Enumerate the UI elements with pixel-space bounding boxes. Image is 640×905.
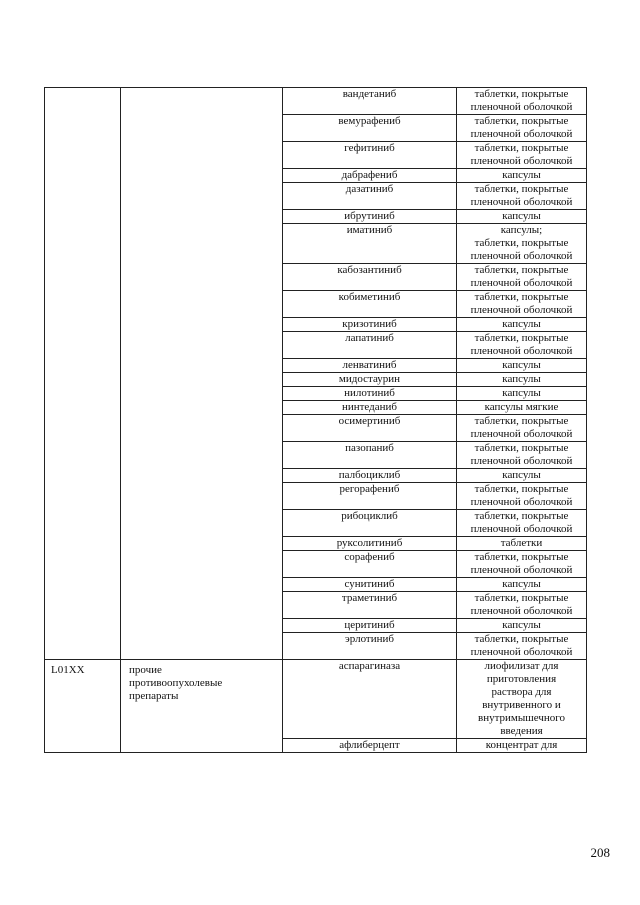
dosage-form: таблетки, покрытые пленочной оболочкой (457, 415, 587, 442)
group-name: прочие противоопухолевые препараты (121, 660, 283, 753)
dosage-form: таблетки, покрытые пленочной оболочкой (457, 183, 587, 210)
table-row (45, 660, 587, 739)
drug-name: дазатиниб (283, 183, 457, 210)
drug-name: рибоциклиб (283, 510, 457, 537)
dosage-form: капсулы (457, 210, 587, 224)
dosage-form: таблетки, покрытые пленочной оболочкой (457, 592, 587, 619)
dosage-form: капсулы (457, 169, 587, 183)
drug-name: дабрафениб (283, 169, 457, 183)
dosage-form: таблетки, покрытые пленочной оболочкой (457, 633, 587, 660)
drug-table-body (45, 88, 587, 753)
dosage-form: капсулы; таблетки, покрытые пленочной оболочкой (457, 224, 587, 264)
drug-name: руксолитиниб (283, 537, 457, 551)
drug-name: гефитиниб (283, 142, 457, 169)
drug-name: регорафениб (283, 483, 457, 510)
drug-name: лапатиниб (283, 332, 457, 359)
drug-name: вандетаниб (283, 88, 457, 115)
drug-name: эрлотиниб (283, 633, 457, 660)
dosage-form: капсулы (457, 387, 587, 401)
drug-name: кризотиниб (283, 318, 457, 332)
drug-name: вемурафениб (283, 115, 457, 142)
dosage-form: таблетки, покрытые пленочной оболочкой (457, 142, 587, 169)
atc-code: L01XX (45, 660, 121, 753)
dosage-form: лиофилизат для приготовления раствора для внутривенного и внутримышечного введения (457, 660, 587, 739)
dosage-form: капсулы мягкие (457, 401, 587, 415)
dosage-form: капсулы (457, 619, 587, 633)
dosage-form: таблетки, покрытые пленочной оболочкой (457, 332, 587, 359)
drug-name: сунитиниб (283, 578, 457, 592)
drug-name: церитиниб (283, 619, 457, 633)
drug-name: палбоциклиб (283, 469, 457, 483)
dosage-form: концентрат для (457, 739, 587, 753)
drug-name: мидостаурин (283, 373, 457, 387)
dosage-form: таблетки, покрытые пленочной оболочкой (457, 115, 587, 142)
drug-name: ленватиниб (283, 359, 457, 373)
dosage-form: таблетки, покрытые пленочной оболочкой (457, 551, 587, 578)
drug-name: нинтеданиб (283, 401, 457, 415)
dosage-form: таблетки, покрытые пленочной оболочкой (457, 264, 587, 291)
dosage-form: таблетки, покрытые пленочной оболочкой (457, 510, 587, 537)
dosage-form: таблетки (457, 537, 587, 551)
dosage-form: капсулы (457, 318, 587, 332)
drug-name: осимертиниб (283, 415, 457, 442)
group-name-cell-empty (121, 88, 283, 660)
dosage-form: таблетки, покрытые пленочной оболочкой (457, 483, 587, 510)
dosage-form: капсулы (457, 373, 587, 387)
drug-name: нилотиниб (283, 387, 457, 401)
drug-name: траметиниб (283, 592, 457, 619)
dosage-form: капсулы (457, 469, 587, 483)
drug-name: ибрутиниб (283, 210, 457, 224)
drug-name: афлиберцепт (283, 739, 457, 753)
drug-name: иматиниб (283, 224, 457, 264)
drug-name: кабозантиниб (283, 264, 457, 291)
dosage-form: капсулы (457, 359, 587, 373)
page-number: 208 (590, 845, 610, 860)
dosage-form: таблетки, покрытые пленочной оболочкой (457, 442, 587, 469)
drug-name: аспарагиназа (283, 660, 457, 739)
drug-name: сорафениб (283, 551, 457, 578)
dosage-form: капсулы (457, 578, 587, 592)
atc-code-cell-empty (45, 88, 121, 660)
drug-name: кобиметиниб (283, 291, 457, 318)
drug-name: пазопаниб (283, 442, 457, 469)
drug-table (44, 87, 587, 753)
dosage-form: таблетки, покрытые пленочной оболочкой (457, 291, 587, 318)
dosage-form: таблетки, покрытые пленочной оболочкой (457, 88, 587, 115)
table-row (45, 88, 587, 115)
